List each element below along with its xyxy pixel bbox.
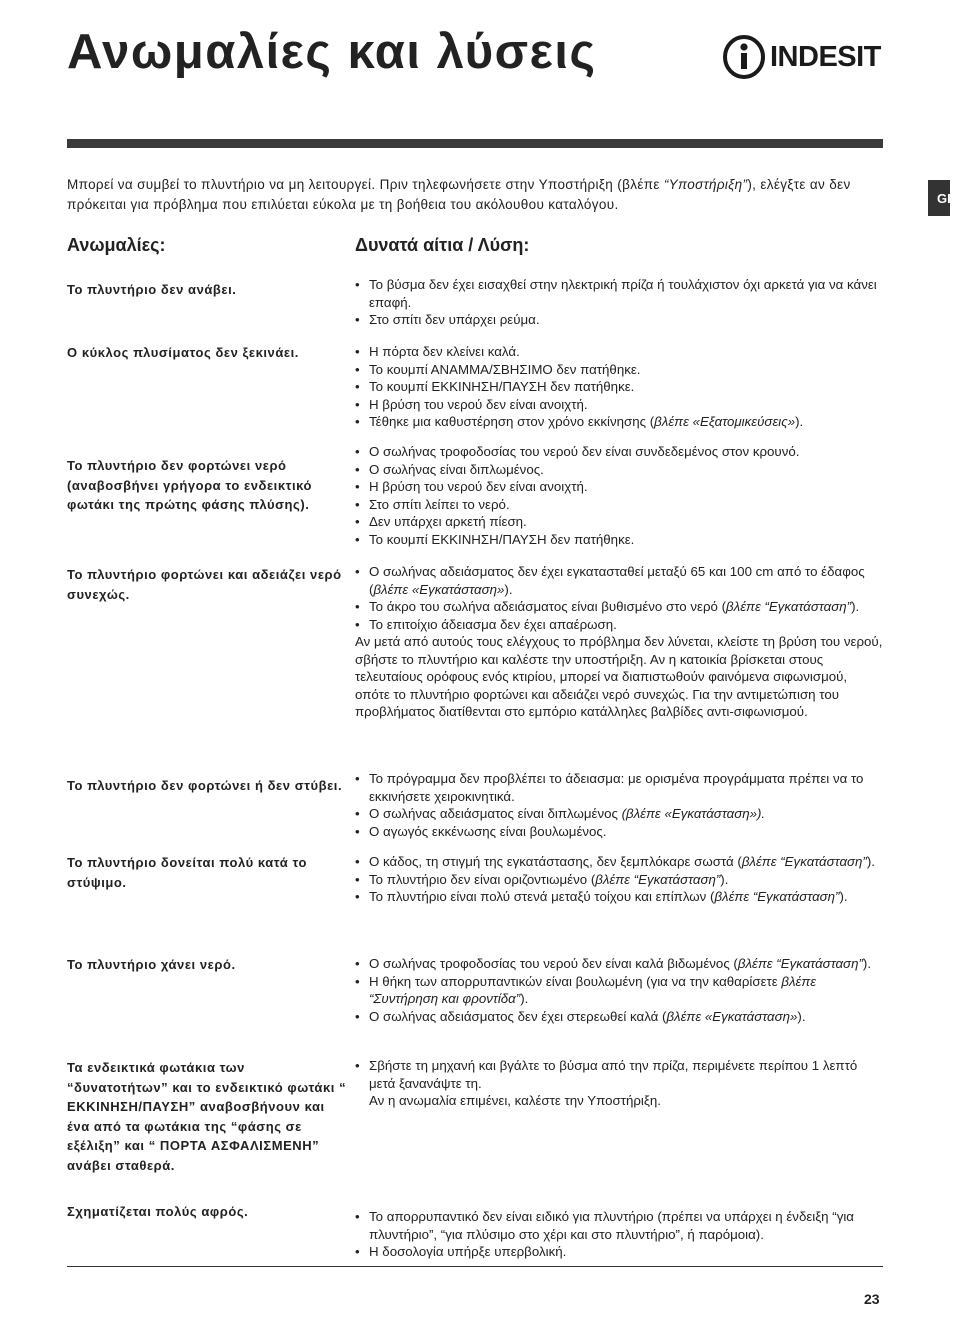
solution-text: Ο σωλήνας αδειάσματος δεν έχει στερεωθεί καλά ( xyxy=(369,1008,667,1024)
solution-reference: βλέπε “Συντήρηση και φροντίδα” xyxy=(369,973,817,1006)
problems-heading: Ανωμαλίες: xyxy=(67,235,166,255)
solution-text: Η θήκη των απορρυπαντικών είναι βουλωμένη (για να την καθαρίσετε xyxy=(369,973,782,989)
solution-text: Στο σπίτι δεν υπάρχει ρεύμα. xyxy=(369,312,540,327)
solution-text: Ο σωλήνας τροφοδοσίας του νερού δεν είναι συνδεδεμένος στον κρουνό. xyxy=(369,444,800,459)
solution-text: Η δοσολογία υπήρξε υπερβολική. xyxy=(369,1244,567,1259)
solution-reference: βλέπε «Εξατομικεύσεις» xyxy=(654,414,796,429)
solutions-heading: Δυνατά αίτια / Λύση: xyxy=(355,235,530,255)
solution-item xyxy=(355,531,885,549)
solution-list xyxy=(355,1208,885,1261)
solution-list xyxy=(355,955,885,1025)
page-number: 23 xyxy=(864,1291,880,1307)
solution-item xyxy=(355,1092,885,1110)
solution-reference: βλέπε “Εγκατάσταση” xyxy=(741,854,867,869)
solution-list xyxy=(355,443,885,548)
solution-text: Ο σωλήνας τροφοδοσίας του νερού δεν είναι καλά βιδωμένος ( xyxy=(369,956,738,971)
problem-label: Ο κύκλος πλυσίματος δεν ξεκινάει. xyxy=(67,345,299,360)
problem-label: Σχηματίζεται πολύς αφρός. xyxy=(67,1204,249,1219)
solution-item xyxy=(355,1008,885,1026)
solution-item xyxy=(355,853,885,871)
solution-text: Η βρύση του νερού δεν είναι ανοιχτή. xyxy=(369,479,588,494)
solution-item xyxy=(355,378,885,396)
solution-item xyxy=(355,955,885,973)
solution-item xyxy=(355,563,885,598)
intro-paragraph xyxy=(67,175,885,215)
intro-text-end: ), ελέγξτε αν δεν πρόκειται για πρόβλημα που επιλύεται εύκολα με τη βοήθεια του ακόλουθου καταλόγου. xyxy=(67,177,851,212)
solution-reference: βλέπε “Εγκατάσταση” xyxy=(714,889,840,904)
solution-text-end: ). xyxy=(851,599,860,614)
intro-reference: “Υποστήριξη” xyxy=(663,177,748,192)
solution-text: Στο σπίτι λείπει το νερό. xyxy=(369,496,510,512)
language-tab xyxy=(928,180,957,216)
solution-item xyxy=(355,513,885,531)
solution-text: Το απορρυπαντικό δεν είναι ειδικό για πλυντήριο (πρέπει να υπάρχει η ένδειξη “για πλυντήριο”, “για πλύσιμο στο χέρι και στο πλυντήριο”, ή παρόμοια). xyxy=(369,1209,854,1242)
solution-text: Σβήστε τη μηχανή και βγάλτε το βύσμα από την πρίζα, περιμένετε περίπου 1 λεπτό μετά ξανανάψτε τη. xyxy=(369,1058,858,1091)
solution-item xyxy=(355,633,885,721)
solution-item xyxy=(355,823,885,841)
brand-name: INDESIT xyxy=(770,40,881,73)
solution-text: Το πλυντήριο είναι πολύ στενά μεταξύ τοίχου και επίπλων ( xyxy=(369,889,715,904)
solution-item xyxy=(355,343,885,361)
solution-text-end: ). xyxy=(520,991,529,1006)
solution-text: Αν μετά από αυτούς τους ελέγχους το πρόβλημα δεν λύνεται, κλείστε τη βρύση του νερού, σβήστε το πλυντήριο και καλέστε την υποστήριξη. Αν η κατοικία βρίσκεται στους τελευταίους ορόφους ενός κτιρίου, μπορεί να διαπιστωθούν φαινόμενα σιφωνισμού, οπότε το πλυντήριο φορτώνει και αδειάζει νερό συνεχώς. Για την αντιμετώπιση του προβλήματος διατίθενται στο εμπόριο κατάλληλες βαλβίδες αντι-σιφωνισμού. xyxy=(355,634,883,719)
solution-item xyxy=(355,496,885,514)
solution-text: Ο σωλήνας είναι διπλωμένος. xyxy=(369,461,544,477)
solution-item xyxy=(355,461,885,479)
solution-reference: βλέπε «Εγκατάσταση» xyxy=(373,581,505,597)
solution-text-end: ). xyxy=(862,956,872,971)
solution-item xyxy=(355,413,885,431)
page-title: Ανωμαλίες και λύσεις xyxy=(67,25,597,79)
solution-item xyxy=(355,770,885,805)
solution-item xyxy=(355,888,885,906)
solution-reference: βλέπε “Εγκατάσταση” xyxy=(737,956,863,971)
solution-item xyxy=(355,1243,885,1261)
problem-label: Το πλυντήριο δεν φορτώνει νερό (αναβοσβήνει γρήγορα το ενδεικτικό φωτάκι της πρώτης φάσης πλύσης). xyxy=(67,458,313,512)
solution-list xyxy=(355,853,885,906)
solution-item xyxy=(355,396,885,414)
problem-label: Το πλυντήριο δεν φορτώνει ή δεν στύβει. xyxy=(67,778,343,793)
solution-text: Το πρόγραμμα δεν προβλέπει το άδειασμα: με ορισμένα προγράμματα πρέπει να το εκκινήσετε χειροκινητικά. xyxy=(369,771,864,804)
solution-list xyxy=(355,770,885,840)
solution-item xyxy=(355,805,885,823)
solution-reference: βλέπε “Εγκατάσταση” xyxy=(595,871,721,887)
solution-item xyxy=(355,361,885,379)
solution-text: Ο σωλήνας αδειάσματος είναι διπλωμένος xyxy=(369,806,622,821)
solution-item xyxy=(355,276,885,311)
solution-text: Το πλυντήριο δεν είναι οριζοντιωμένο ( xyxy=(369,871,596,887)
solution-item xyxy=(355,311,885,329)
solution-item xyxy=(355,598,885,616)
solution-text: Το κουμπί ΑΝΑΜΜΑ/ΣΒΗΣΙΜΟ δεν πατήθηκε. xyxy=(369,361,641,377)
solution-list xyxy=(355,563,885,721)
solution-text: Το βύσμα δεν έχει εισαχθεί στην ηλεκτρική πρίζα ή τουλάχιστον όχι αρκετά για να κάνει επαφή. xyxy=(369,277,877,310)
problem-label: Το πλυντήριο φορτώνει και αδειάζει νερό συνεχώς. xyxy=(67,567,342,602)
footer-rule xyxy=(67,1266,883,1267)
header-rule xyxy=(67,139,883,148)
solution-item xyxy=(355,1208,885,1243)
problem-label: Τα ενδεικτικά φωτάκια των “δυνατοτήτων” και το ενδεικτικό φωτάκι “ ΕΚΚΙΝΗΣΗ/ΠΑΥΣΗ” αναβοσβήνουν και ένα από τα φωτάκια της “φάσης σε εξέλιξη” και “ ΠΟΡΤΑ ΑΣΦΑΛΙΣΜΕΝΗ” ανάβει σταθερά. xyxy=(67,1060,347,1173)
solution-text-end: ). xyxy=(720,871,729,887)
language-tab-label: GR xyxy=(937,190,957,206)
solution-item xyxy=(355,478,885,496)
problem-label: Το πλυντήριο δεν ανάβει. xyxy=(67,282,237,297)
solution-list xyxy=(355,1057,885,1110)
solution-text-end: ). xyxy=(795,414,804,429)
indesit-logo-icon xyxy=(722,34,766,80)
solution-text: Το κουμπί ΕΚΚΙΝΗΣΗ/ΠΑΥΣΗ δεν πατήθηκε. xyxy=(369,379,635,394)
solution-text-end: ). xyxy=(797,1008,806,1024)
solution-reference: βλέπε “Εγκατάσταση” xyxy=(726,599,852,614)
solution-text: Το άκρο του σωλήνα αδειάσματος είναι βυθισμένο στο νερό ( xyxy=(369,599,727,614)
intro-text: Μπορεί να συμβεί το πλυντήριο να μη λειτουργεί. Πριν τηλεφωνήσετε στην Υποστήριξη (βλέπε xyxy=(67,177,664,192)
solution-text: Το επιτοίχιο άδειασμα δεν έχει απαέρωση. xyxy=(369,616,617,632)
solution-reference: βλέπε «Εγκατάσταση» xyxy=(666,1008,798,1024)
solution-text: Τέθηκε μια καθυστέρηση στον χρόνο εκκίνησης ( xyxy=(369,414,655,429)
solution-item xyxy=(355,973,885,1008)
brand-logo xyxy=(722,34,881,80)
solution-text-end: ). xyxy=(866,854,875,869)
solution-text: Ο σωλήνας αδειάσματος δεν έχει εγκατασταθεί μεταξύ 65 και 100 cm από το έδαφος ( xyxy=(369,564,865,597)
solution-text-end: ). xyxy=(839,889,848,904)
solution-item xyxy=(355,871,885,889)
solution-text-end: ). xyxy=(504,581,513,597)
solution-text: Αν η ανωμαλία επιμένει, καλέστε την Υποστήριξη. xyxy=(369,1093,661,1108)
solution-item xyxy=(355,616,885,634)
problem-label: Το πλυντήριο χάνει νερό. xyxy=(67,957,236,972)
solution-text: Ο κάδος, τη στιγμή της εγκατάστασης, δεν ξεμπλόκαρε σωστά ( xyxy=(369,854,742,869)
solution-item xyxy=(355,1057,885,1092)
solution-text: Η πόρτα δεν κλείνει καλά. xyxy=(369,344,520,359)
solution-list xyxy=(355,343,885,431)
solution-list xyxy=(355,276,885,329)
solution-text: Η βρύση του νερού δεν είναι ανοιχτή. xyxy=(369,396,588,412)
solution-text: Το κουμπί ΕΚΚΙΝΗΣΗ/ΠΑΥΣΗ δεν πατήθηκε. xyxy=(369,531,635,547)
problem-label: Το πλυντήριο δονείται πολύ κατά το στύψιμο. xyxy=(67,855,307,890)
solution-text: Δεν υπάρχει αρκετή πίεση. xyxy=(369,514,527,529)
solution-text: Ο αγωγός εκκένωσης είναι βουλωμένος. xyxy=(369,823,607,839)
solution-item xyxy=(355,443,885,461)
solution-reference: (βλέπε «Εγκατάσταση»). xyxy=(621,806,766,821)
